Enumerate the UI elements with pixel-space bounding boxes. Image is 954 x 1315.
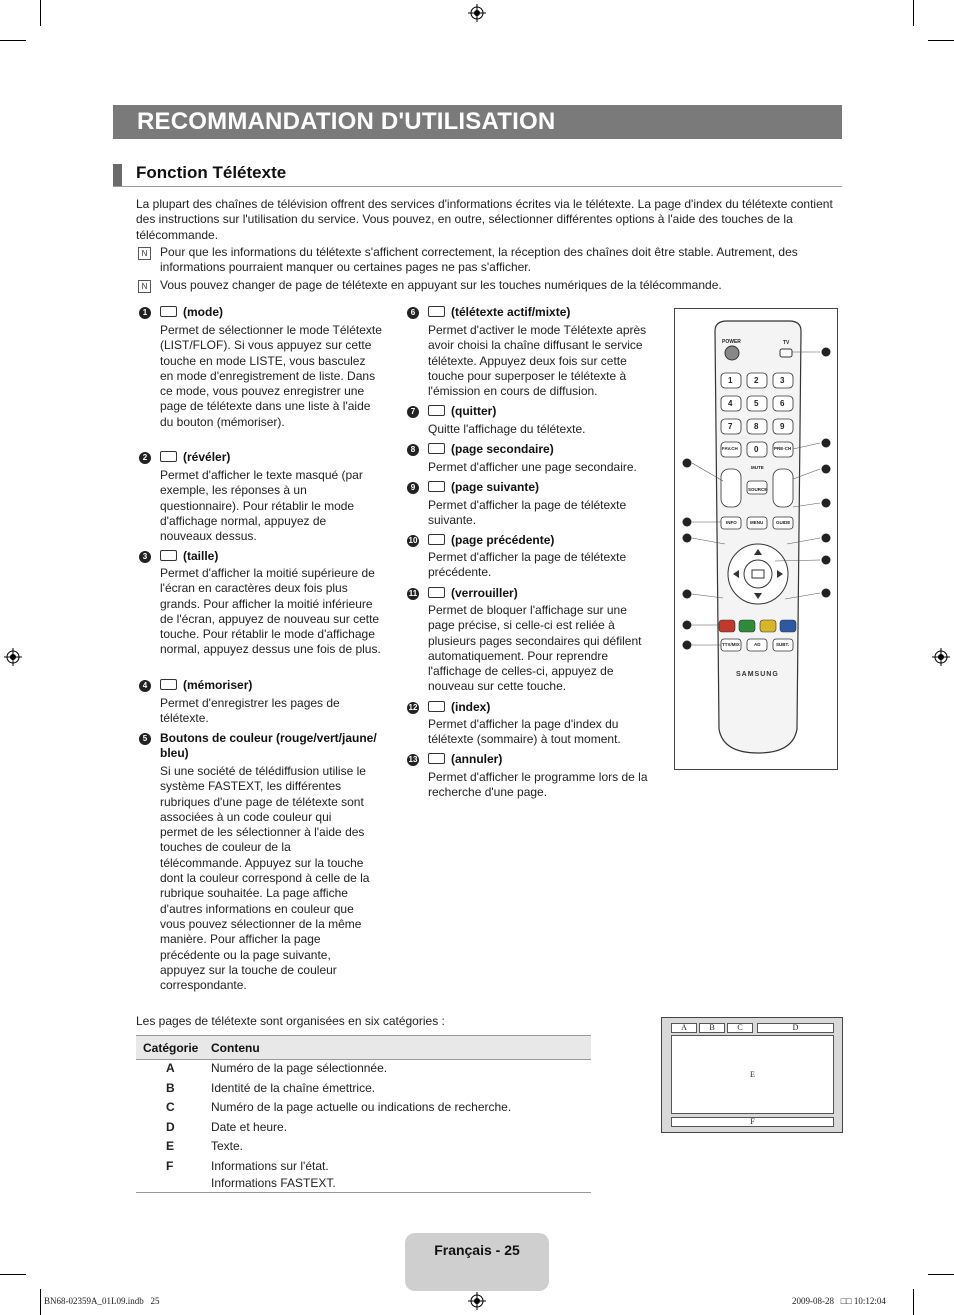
categories-intro: Les pages de télétexte sont organisées en six catégories : bbox=[136, 1014, 445, 1028]
remote-prech-label: PRE-CH bbox=[774, 446, 792, 451]
crop-mark bbox=[913, 0, 914, 26]
item-description: Permet d'afficher une page secondaire. bbox=[428, 460, 637, 474]
item-number-badge: 9 bbox=[407, 482, 419, 494]
remote-subt-label: SUBT. bbox=[776, 642, 790, 647]
teletext-layout-diagram bbox=[661, 1017, 843, 1133]
remote-key: 7 bbox=[728, 422, 733, 431]
item-number-badge: 5 bbox=[139, 733, 151, 745]
registration-mark-icon bbox=[468, 1292, 486, 1310]
item-heading: (annuler) bbox=[428, 752, 668, 766]
page-title: RECOMMANDATION D'UTILISATION bbox=[137, 108, 556, 135]
table-row-content: Texte. bbox=[211, 1139, 244, 1153]
table-header bbox=[136, 1035, 591, 1060]
remote-source-label: SOURCE bbox=[748, 487, 768, 492]
item-description: Permet d'afficher la page d'index du télétexte (sommaire) à tout moment. bbox=[428, 717, 621, 747]
crop-mark bbox=[0, 40, 26, 41]
remote-mute-label: MUTE bbox=[751, 465, 764, 470]
store-button-icon bbox=[160, 679, 177, 690]
crop-mark bbox=[913, 1289, 914, 1315]
remote-brand-logo: SAMSUNG bbox=[736, 671, 779, 678]
item-heading: (index) bbox=[428, 700, 668, 714]
mode-button-icon bbox=[160, 306, 177, 317]
item-number-badge: 12 bbox=[408, 703, 418, 712]
intro-paragraph: La plupart des chaînes de télévision offrent des services d'informations écrites via le télétexte. La page d'index du télétexte contient des instructions sur l'utilisation du service. Vous pouvez, en outre, sélectionner différentes options à l'aide des touches de la télécommande. bbox=[136, 197, 833, 242]
remote-key: 9 bbox=[780, 422, 785, 431]
print-timestamp: 2009-08-28 □□ 10:12:04 bbox=[792, 1296, 886, 1306]
item-heading: (mémoriser) bbox=[160, 678, 390, 692]
table-row-category: F bbox=[166, 1159, 174, 1173]
page-number: Français - 25 bbox=[434, 1242, 520, 1258]
item-description: Permet d'afficher le programme lors de la recherche d'une page. bbox=[428, 770, 648, 800]
item-heading: (page précédente) bbox=[428, 533, 668, 547]
registration-mark-icon bbox=[932, 648, 950, 666]
item-heading: (page secondaire) bbox=[428, 442, 668, 456]
section-divider bbox=[113, 186, 842, 187]
item-description: Si une société de télédiffusion utilise le système FASTEXT, les différentes rubriques d'une page de télétexte sont associées à un code couleur qui permet de les sélectionner à l'aide des touches de couleur de la télécommande. Appuyez sur la touche dont la couleur correspond à celle de la rubrique souhaitée. La page affiche d'autres informations en couleur que vous pouvez sélectionner de la même manière. Pour afficher la page précédente ou la page suivante, appuyez sur la touche de couleur correspondante. bbox=[160, 764, 370, 993]
remote-key: 4 bbox=[728, 399, 733, 408]
table-row-category: A bbox=[166, 1061, 175, 1075]
item-description: Permet d'afficher la page de télétexte précédente. bbox=[428, 550, 627, 580]
item-number-badge: 10 bbox=[408, 536, 418, 545]
table-row-category: B bbox=[166, 1081, 175, 1095]
remote-guide-label: GUIDE bbox=[776, 520, 791, 525]
reveal-button-icon bbox=[160, 451, 177, 462]
crop-mark bbox=[928, 40, 954, 41]
table-row-content: Date et heure. bbox=[211, 1120, 288, 1134]
registration-mark-icon bbox=[4, 648, 22, 666]
crop-mark bbox=[40, 1289, 41, 1315]
item-heading: (page suivante) bbox=[428, 480, 668, 494]
remote-menu-label: MENU bbox=[750, 520, 764, 525]
tt-area-b: B bbox=[699, 1023, 725, 1033]
remote-info-label: INFO bbox=[726, 520, 737, 525]
remote-fav-label: FAV.CH bbox=[722, 446, 738, 451]
crop-mark bbox=[928, 1274, 954, 1275]
item-heading: Boutons de couleur (rouge/vert/jaune/ bleu) bbox=[160, 731, 377, 760]
size-button-icon bbox=[160, 550, 177, 561]
item-description: Permet d'afficher la page de télétexte suivante. bbox=[428, 498, 627, 528]
table-row-content: Identité de la chaîne émettrice. bbox=[211, 1081, 376, 1095]
note-2: Vous pouvez changer de page de télétexte en appuyant sur les touches numériques de la télécommande. bbox=[160, 278, 722, 292]
tt-area-f: F bbox=[671, 1117, 834, 1127]
item-number-badge: 1 bbox=[139, 307, 151, 319]
tt-area-e: E bbox=[671, 1035, 834, 1114]
exit-button-icon bbox=[428, 405, 445, 416]
note-1: Pour que les informations du télétexte s'affichent correctement, la réception des chaînes doit être stable. Autrement, des informations pourraient manquer ou certaines pages ne pas s'afficher. bbox=[160, 245, 798, 275]
item-heading: (mode) bbox=[160, 305, 390, 319]
remote-power-label: POWER bbox=[722, 339, 741, 345]
item-description: Permet d'activer le mode Télétexte après avoir choisi la chaîne diffusant le service télétexte. Appuyez deux fois sur cette touche pour superposer le télétexte à l'émission en cours de diffusion. bbox=[428, 323, 647, 399]
tt-area-d: D bbox=[757, 1023, 834, 1033]
remote-key: 5 bbox=[754, 399, 759, 408]
previous-page-button-icon bbox=[428, 534, 445, 545]
table-row-content: Informations FASTEXT. bbox=[211, 1176, 336, 1190]
table-row-content: Informations sur l'état. bbox=[211, 1159, 329, 1173]
item-number-badge: 13 bbox=[408, 755, 418, 764]
section-title: Fonction Télétexte bbox=[136, 163, 287, 182]
remote-ad-label: AD bbox=[754, 642, 761, 647]
cancel-button-icon bbox=[428, 753, 445, 764]
tt-area-a: A bbox=[671, 1023, 697, 1033]
item-description: Permet de sélectionner le mode Télétexte (LIST/FLOF). Si vous appuyez sur cette touche en mode LISTE, vous basculez en mode d'enregistrement de liste. Dans ce mode, vous pouvez enregistrer une page de télétexte dans une liste à l'aide du bouton (mémoriser). bbox=[160, 323, 382, 429]
remote-illustration bbox=[674, 308, 838, 770]
subpage-button-icon bbox=[428, 443, 445, 454]
table-header-content: Contenu bbox=[211, 1041, 260, 1055]
table-row-category: D bbox=[166, 1120, 175, 1134]
item-heading: (quitter) bbox=[428, 404, 668, 418]
teletext-button-icon bbox=[428, 306, 445, 317]
item-heading: (révéler) bbox=[160, 450, 390, 464]
index-button-icon bbox=[428, 701, 445, 712]
hold-button-icon bbox=[428, 587, 445, 598]
registration-mark-icon bbox=[468, 4, 486, 22]
item-description: Quitte l'affichage du télétexte. bbox=[428, 422, 586, 436]
remote-key: 2 bbox=[754, 376, 759, 385]
table-row-category: C bbox=[166, 1100, 175, 1114]
remote-key: 3 bbox=[780, 376, 785, 385]
table-row-content: Numéro de la page sélectionnée. bbox=[211, 1061, 388, 1075]
next-page-button-icon bbox=[428, 481, 445, 492]
remote-ttx-label: TTX/MIX bbox=[722, 642, 740, 647]
item-heading: (verrouiller) bbox=[428, 586, 668, 600]
page-number-tab bbox=[405, 1233, 549, 1291]
item-number-badge: 6 bbox=[407, 307, 419, 319]
file-info: BN68-02359A_01L09.indb 25 bbox=[44, 1296, 160, 1306]
table-row-category: E bbox=[166, 1139, 175, 1153]
note-icon: N bbox=[138, 247, 151, 260]
item-description: Permet d'afficher le texte masqué (par exemple, les réponses à un questionnaire). Pour rétablir le mode d'affichage normal, appuyez de nouveaux dessus. bbox=[160, 468, 363, 544]
item-description: Permet d'afficher la moitié supérieure de l'écran en caractères deux fois plus grands. Pour afficher la moitié inférieure de l'écran, appuyez de nouveau sur cette touche. Pour rétablir le mode d'affichage normal, appuyez dessus une fois de plus. bbox=[160, 566, 381, 657]
item-number-badge: 7 bbox=[407, 406, 419, 418]
item-number-badge: 8 bbox=[407, 444, 419, 456]
remote-key: 6 bbox=[780, 399, 785, 408]
item-number-badge: 2 bbox=[139, 452, 151, 464]
remote-key: 1 bbox=[728, 376, 733, 385]
item-number-badge: 4 bbox=[139, 680, 151, 692]
page-title-bar bbox=[113, 105, 842, 139]
item-heading: (taille) bbox=[160, 549, 390, 563]
remote-tv-label: TV bbox=[783, 340, 790, 346]
item-number-badge: 11 bbox=[408, 589, 418, 598]
note-icon: N bbox=[138, 280, 151, 293]
remote-key: 0 bbox=[754, 445, 759, 454]
table-row-content: Numéro de la page actuelle ou indications de recherche. bbox=[211, 1100, 512, 1114]
item-number-badge: 3 bbox=[139, 551, 151, 563]
crop-mark bbox=[40, 0, 41, 26]
remote-key: 8 bbox=[754, 422, 759, 431]
section-marker bbox=[113, 164, 122, 186]
table-bottom-rule bbox=[136, 1192, 591, 1193]
item-description: Permet d'enregistrer les pages de télétexte. bbox=[160, 696, 340, 726]
item-description: Permet de bloquer l'affichage sur une page précise, si celle-ci est reliée à plusieurs pages secondaires qui défilent automatiquement. Pour reprendre l'affichage de celles-ci, appuyez de nouveau sur cette touche. bbox=[428, 603, 642, 694]
table-header-category: Catégorie bbox=[143, 1041, 199, 1055]
tt-area-c: C bbox=[727, 1023, 753, 1033]
item-heading: (télétexte actif/mixte) bbox=[428, 305, 668, 319]
crop-mark bbox=[0, 1274, 26, 1275]
